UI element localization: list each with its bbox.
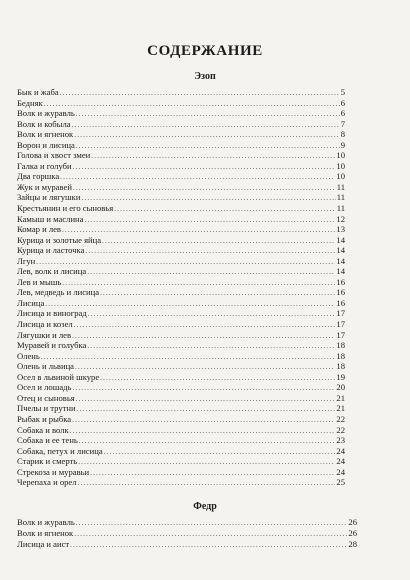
toc-entry-page: 14 xyxy=(336,245,345,256)
section-title: Федр xyxy=(193,500,217,512)
toc-entry xyxy=(17,235,345,246)
dot-leader xyxy=(60,172,335,183)
toc-entry-page: 14 xyxy=(336,266,345,277)
toc-entry-page: 10 xyxy=(336,171,345,182)
toc-entry xyxy=(17,129,345,140)
toc-entry-title: Лисица и виноград xyxy=(17,308,87,319)
toc-entry-page: 21 xyxy=(336,392,345,403)
dot-leader xyxy=(62,225,335,236)
toc-entry xyxy=(17,539,357,550)
dot-leader xyxy=(44,99,340,110)
toc-entry-page: 17 xyxy=(336,319,345,330)
dot-leader xyxy=(104,447,336,458)
toc-entry-page: 24 xyxy=(336,466,345,477)
toc-entry xyxy=(17,245,345,256)
toc-entry-title: Лягушки и лев xyxy=(17,329,72,340)
toc-entry-title: Отец и сыновья xyxy=(17,392,75,403)
section-aesop xyxy=(0,70,410,488)
toc-entry-title: Крестьянин и его сыновья xyxy=(17,203,114,214)
dot-leader xyxy=(74,529,347,540)
toc-entry xyxy=(17,287,345,298)
toc-entry-title: Бык и жаба xyxy=(17,87,59,97)
dot-leader xyxy=(60,88,340,99)
toc-entry-title: Волк и ягненок xyxy=(17,129,74,140)
toc-entry-page: 8 xyxy=(340,129,345,140)
toc-entry-page: 5 xyxy=(340,87,345,97)
toc-entry xyxy=(17,330,345,341)
toc-entry-page: 28 xyxy=(348,538,357,549)
dot-leader xyxy=(62,278,335,289)
page-title: СОДЕРЖАНИЕ xyxy=(147,43,263,59)
dot-leader xyxy=(81,193,335,204)
dot-leader xyxy=(72,120,340,131)
toc-entry xyxy=(17,298,345,309)
toc-entry xyxy=(17,435,345,446)
dot-leader xyxy=(77,404,336,415)
dot-leader xyxy=(90,468,335,479)
toc-entry-page: 16 xyxy=(336,297,345,308)
toc-entry-title: Лисица и козел xyxy=(17,319,73,330)
toc-entry xyxy=(17,108,345,119)
dot-leader xyxy=(78,457,335,468)
dot-leader xyxy=(84,215,335,226)
toc-entry-page: 12 xyxy=(336,213,345,224)
dot-leader xyxy=(88,309,336,320)
dot-leader xyxy=(91,151,335,162)
section-phaedrus xyxy=(0,500,410,550)
toc-entry-title: Лисица xyxy=(17,297,45,308)
toc-entry-page: 20 xyxy=(336,382,345,393)
toc-entry xyxy=(17,119,345,130)
dot-leader xyxy=(70,426,336,437)
dot-leader xyxy=(87,267,335,278)
toc-entry-title: Волк и кобыла xyxy=(17,118,71,129)
toc-entry xyxy=(17,517,357,528)
toc-entry-page: 22 xyxy=(336,424,345,435)
toc-entry-title: Два горшка xyxy=(17,171,60,182)
dot-leader xyxy=(75,362,335,373)
dot-leader xyxy=(70,540,347,551)
dot-leader xyxy=(45,299,335,310)
toc-entry-title: Волк и журавль xyxy=(17,516,75,527)
toc-entry-page: 14 xyxy=(336,255,345,266)
toc-entry-page: 14 xyxy=(336,234,345,245)
toc-entry-page: 25 xyxy=(336,477,345,488)
toc-list xyxy=(17,517,357,550)
dot-leader xyxy=(76,141,340,152)
toc-entry-page: 6 xyxy=(340,97,345,108)
dot-leader xyxy=(72,331,335,342)
toc-entry-title: Галка и голуби xyxy=(17,160,72,171)
dot-leader xyxy=(76,109,340,120)
toc-entry xyxy=(17,446,345,457)
toc-entry xyxy=(17,351,345,362)
toc-entry-page: 23 xyxy=(336,435,345,446)
toc-entry-page: 26 xyxy=(348,527,357,538)
toc-entry-title: Муравей и голубка xyxy=(17,340,87,351)
toc-entry-page: 16 xyxy=(336,276,345,287)
toc-entry-title: Лгун xyxy=(17,255,36,266)
toc-entry xyxy=(17,340,345,351)
toc-entry-page: 19 xyxy=(336,371,345,382)
dot-leader xyxy=(74,320,336,331)
dot-leader xyxy=(85,246,335,257)
dot-leader xyxy=(79,436,336,447)
toc-entry-page: 11 xyxy=(336,192,345,203)
toc-entry-page: 22 xyxy=(336,413,345,424)
toc-entry-title: Пчелы и трутни xyxy=(17,403,76,414)
toc-entry xyxy=(17,224,345,235)
dot-leader xyxy=(76,394,336,405)
toc-entry xyxy=(17,140,345,151)
dot-leader xyxy=(72,383,335,394)
toc-list xyxy=(17,87,345,488)
toc-entry-page: 16 xyxy=(336,287,345,298)
toc-entry-title: Осел и лошадь xyxy=(17,382,72,393)
toc-entry-title: Жук и муравей xyxy=(17,181,72,192)
toc-entry-title: Лев, медведь и лисица xyxy=(17,287,100,298)
dot-leader xyxy=(87,341,335,352)
toc-entry-title: Ворон и лисица xyxy=(17,139,75,150)
toc-entry xyxy=(17,308,345,319)
dot-leader xyxy=(102,236,335,247)
toc-entry xyxy=(17,382,345,393)
toc-entry-page: 6 xyxy=(340,108,345,119)
dot-leader xyxy=(72,415,335,426)
toc-entry xyxy=(17,192,345,203)
toc-entry-page: 10 xyxy=(336,160,345,171)
toc-entry xyxy=(17,171,345,182)
toc-entry xyxy=(17,277,345,288)
toc-entry-page: 18 xyxy=(336,340,345,351)
toc-entry-title: Камыш и маслина xyxy=(17,213,84,224)
section-title: Эзоп xyxy=(194,71,216,82)
toc-entry-page: 11 xyxy=(336,181,345,192)
toc-entry-title: Лисица и аист xyxy=(17,538,70,549)
toc-entry-title: Олень и львица xyxy=(17,361,75,372)
dot-leader xyxy=(100,373,335,384)
dot-leader xyxy=(100,288,335,299)
toc-entry-page: 10 xyxy=(336,150,345,161)
toc-entry-title: Осел в львиной шкуре xyxy=(17,371,100,382)
toc-entry-title: Стрекоза и муравьи xyxy=(17,466,90,477)
toc-entry xyxy=(17,182,345,193)
toc-entry-title: Зайцы и лягушки xyxy=(17,192,81,203)
toc-entry-title: Олень xyxy=(17,350,40,361)
toc-entry xyxy=(17,467,345,478)
toc-entry xyxy=(17,266,345,277)
dot-leader xyxy=(73,183,336,194)
toc-entry-title: Лев, волк и лисица xyxy=(17,266,87,277)
toc-entry-page: 24 xyxy=(336,456,345,467)
toc-entry xyxy=(17,150,345,161)
toc-entry xyxy=(17,161,345,172)
toc-entry xyxy=(17,456,345,467)
toc-entry xyxy=(17,361,345,372)
toc-entry-title: Голова и хвост змеи xyxy=(17,150,91,161)
toc-entry-title: Бедняк xyxy=(17,97,43,108)
toc-entry-page: 13 xyxy=(336,224,345,235)
toc-entry xyxy=(17,528,357,539)
toc-entry-title: Собака, петух и лисица xyxy=(17,445,103,456)
toc-entry-page: 24 xyxy=(336,445,345,456)
toc-entry-page: 26 xyxy=(348,516,357,527)
toc-entry-page: 18 xyxy=(336,350,345,361)
toc-entry-title: Рыбак и рыбка xyxy=(17,413,72,424)
toc-entry xyxy=(17,214,345,225)
toc-entry-page: 21 xyxy=(336,403,345,414)
toc-entry-title: Старик и смерть xyxy=(17,456,78,467)
toc-entry xyxy=(17,87,345,98)
toc-entry xyxy=(17,414,345,425)
toc-entry xyxy=(17,203,345,214)
toc-entry-page: 7 xyxy=(340,118,345,129)
toc-entry-title: Собака и волк xyxy=(17,424,69,435)
toc-entry-title: Лев и мышь xyxy=(17,276,62,287)
toc-entry-title: Волк и ягненок xyxy=(17,527,74,538)
toc-entry-page: 17 xyxy=(336,329,345,340)
toc-entry xyxy=(17,372,345,383)
toc-entry-title: Волк и журавль xyxy=(17,108,75,119)
toc-entry-page: 17 xyxy=(336,308,345,319)
toc-entry xyxy=(17,98,345,109)
toc-entry xyxy=(17,393,345,404)
toc-entry xyxy=(17,256,345,267)
dot-leader xyxy=(114,204,336,215)
dot-leader xyxy=(76,518,348,529)
toc-entry xyxy=(17,319,345,330)
toc-entry-page: 11 xyxy=(336,203,345,214)
toc-entry-title: Курица и золотые яйца xyxy=(17,234,102,245)
toc-entry-title: Черепаха и орел xyxy=(17,477,77,488)
toc-entry xyxy=(17,477,345,488)
toc-entry-title: Курица и ласточка xyxy=(17,245,85,256)
toc-entry xyxy=(17,425,345,436)
dot-leader xyxy=(74,130,339,141)
toc-entry-title: Собака и ее тень xyxy=(17,435,78,446)
dot-leader xyxy=(41,352,336,363)
toc-entry-page: 9 xyxy=(340,139,345,150)
toc-entry-title: Комар и лев xyxy=(17,224,61,235)
dot-leader xyxy=(78,478,336,489)
toc-entry-page: 18 xyxy=(336,361,345,372)
dot-leader xyxy=(73,162,336,173)
toc-entry xyxy=(17,403,345,414)
